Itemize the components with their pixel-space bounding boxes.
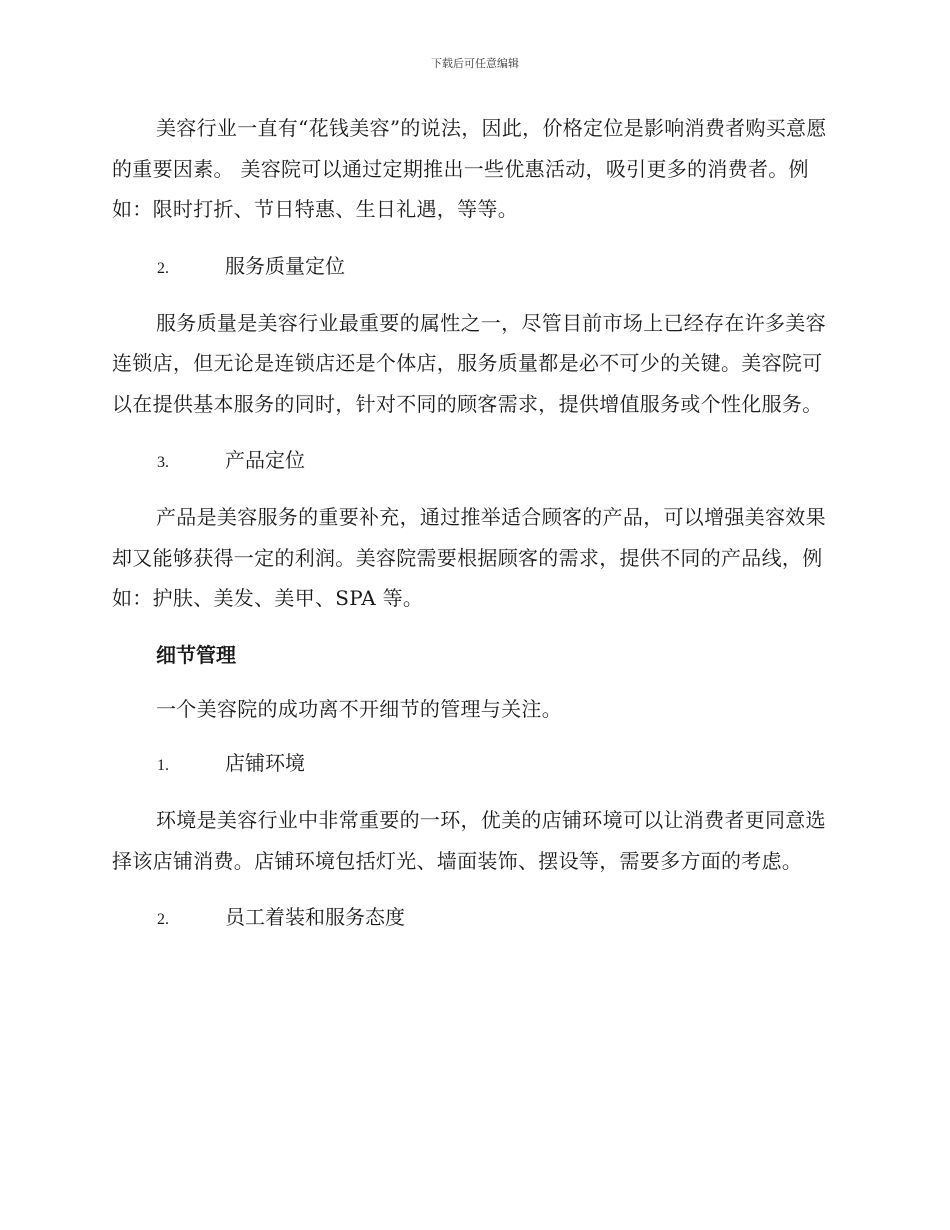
list-item-staff-attire	[112, 897, 837, 940]
paragraph-store-environment: 环境是美容行业中非常重要的一环，优美的店铺环境可以让消费者更同意选择该店铺消费。店铺环境包括灯光、墙面装饰、摆设等，需要多方面的考虑。	[112, 808, 826, 873]
list-number: 2.	[157, 911, 169, 928]
list-item-label: 员工着装和服务态度	[225, 905, 405, 929]
list-item-label: 服务质量定位	[225, 253, 345, 278]
list-number: 1.	[157, 757, 169, 774]
list-number: 3.	[157, 454, 169, 471]
list-item-label: 店铺环境	[225, 751, 305, 775]
list-item-product	[112, 440, 837, 483]
list-item-label: 产品定位	[225, 448, 305, 472]
list-number: 2.	[157, 259, 169, 277]
page-header: 下载后可任意编辑	[431, 57, 519, 70]
document-body	[112, 108, 837, 940]
paragraph-detail-intro: 一个美容院的成功离不开细节的管理与关注。	[156, 696, 562, 721]
paragraph-product: 产品是美容服务的重要补充，通过推举适合顾客的产品，可以增强美容效果却又能够获得一定的利润。美容院需要根据顾客的需求，提供不同的产品线，例如：护肤、美发、美甲、SPA 等。	[112, 505, 826, 610]
list-item-service-quality	[112, 246, 837, 289]
list-item-store-environment	[112, 743, 837, 786]
section-heading-detail-management: 细节管理	[156, 642, 236, 667]
paragraph-price: 美容行业一直有“花钱美容”的说法，因此，价格定位是影响消费者购买意愿的重要因素。 美容院可以通过定期推出一些优惠活动，吸引更多的消费者。例如：限时打折、节日特惠、生日礼遇，等等。	[112, 116, 827, 221]
paragraph-service-quality: 服务质量是美容行业最重要的属性之一，尽管目前市场上已经存在许多美容连锁店，但无论是连锁店还是个体店，服务质量都是必不可少的关键。美容院可以在提供基本服务的同时，针对不同的顾客需求，提供增值服务或个性化服务。	[112, 310, 826, 416]
